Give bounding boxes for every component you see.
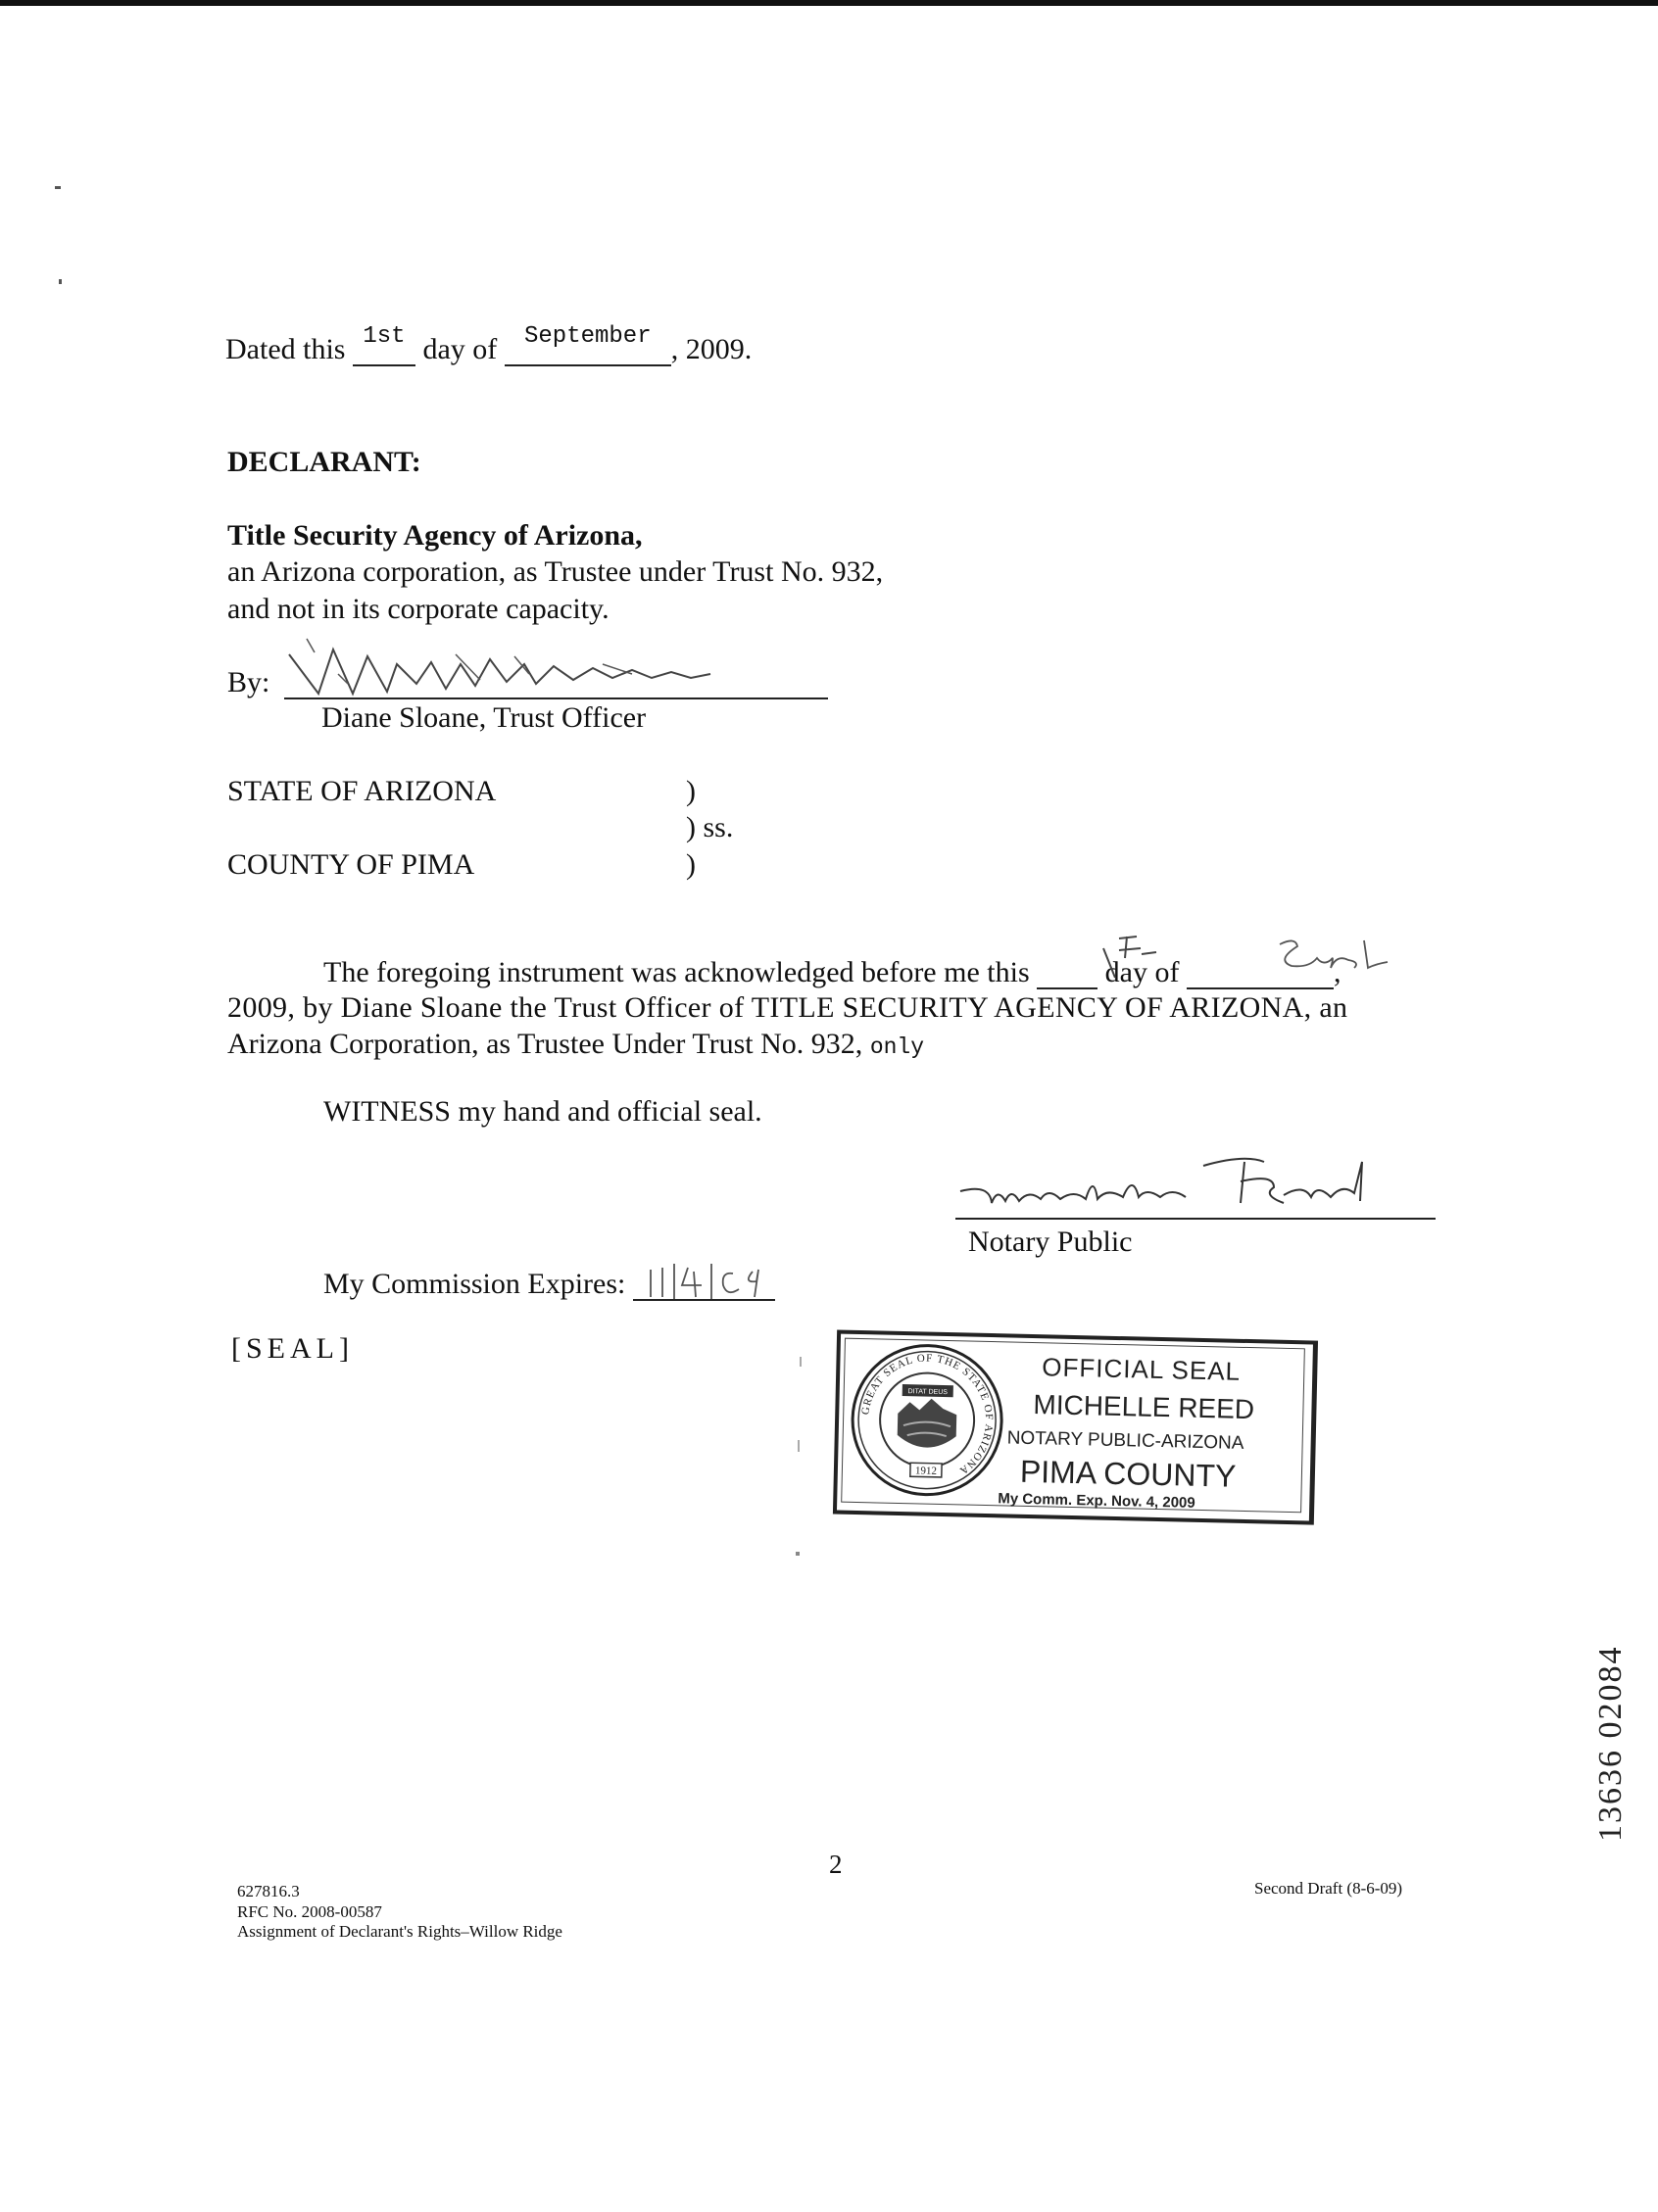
ack-part2: day of [1104,956,1180,988]
dated-suffix: , 2009. [670,333,753,365]
seal-label: [SEAL] [231,1332,354,1365]
venue-ss: ) ss. [686,811,734,843]
seal-line1: OFFICIAL SEAL [1042,1352,1242,1386]
venue-paren-1: ) [686,775,696,807]
ack-day-blank [1037,958,1097,989]
scan-speck [796,1552,800,1556]
ack-line3-text: Arizona Corporation, as Trustee Under Trust No. 932, [227,1028,863,1060]
declarant-heading: DECLARANT: [227,446,421,478]
dated-month-blank [505,323,671,366]
dated-day-value: 1st [363,323,406,350]
venue-paren-3: ) [686,848,696,881]
footer-draft: Second Draft (8-6-09) [1254,1879,1403,1898]
venue-county: COUNTY OF PIMA [227,848,475,881]
scan-speck [55,186,61,189]
commission-label: My Commission Expires: [323,1268,626,1300]
declarant-line2: an Arizona corporation, as Trustee under Trust No. 932, [227,555,884,588]
ack-line1 [323,958,1341,989]
dated-month-value: September [523,323,652,350]
commission-date-handwriting [645,1260,782,1303]
declarant-entity: Title Security Agency of Arizona, [227,519,643,552]
by-label: By: [227,666,270,698]
declarant-line3: and not in its corporate capacity. [227,593,610,625]
dated-day-blank [353,323,415,366]
seal-ring-text: GREAT SEAL OF THE STATE OF ARIZONA [859,1352,996,1477]
notary-signature [951,1144,1421,1223]
official-seal-stamp [833,1329,1315,1522]
scan-speck [798,1440,800,1452]
footer-rfc: RFC No. 2008-00587 [237,1901,382,1921]
dated-prefix: Dated this [225,333,346,365]
footer-doc-number: 627816.3 [237,1882,300,1900]
declarant-signer: Diane Sloane, Trust Officer [321,701,647,734]
arizona-state-seal-icon [847,1340,1007,1501]
witness-line: WITNESS my hand and official seal. [323,1095,762,1128]
scan-top-edge [0,0,1658,6]
recording-number: 13636 02084 [1592,1645,1629,1842]
ack-day-handwriting [1097,929,1166,986]
ack-line3 [227,1030,924,1059]
declarant-signature [279,635,730,703]
seal-line3: NOTARY PUBLIC-ARIZONA [1006,1427,1244,1454]
seal-line4: PIMA COUNTY [1019,1453,1237,1494]
dated-line [225,323,753,366]
footer-block [237,1882,562,1943]
dated-mid: day of [422,333,498,365]
seal-line2: MICHELLE REED [1033,1389,1255,1425]
ack-line2: 2009, by Diane Sloane the Trust Officer of TITLE SECURITY AGENCY OF ARIZONA, an [227,991,1348,1024]
scan-speck [59,279,62,284]
ack-part3: , [1333,956,1341,988]
footer-title: Assignment of Declarant's Rights–Willow Ridge [237,1922,562,1942]
seal-year: 1912 [914,1465,938,1477]
seal-line5: My Comm. Exp. Nov. 4, 2009 [998,1490,1195,1512]
ack-month-handwriting [1266,933,1413,986]
seal-banner-text: DITAT DEUS [907,1388,949,1397]
page-number: 2 [829,1850,843,1879]
scan-speck [800,1357,802,1367]
notary-title: Notary Public [968,1226,1133,1258]
venue-state: STATE OF ARIZONA [227,775,497,807]
ack-typed-addition: only [869,1034,925,1060]
ack-part1: The foregoing instrument was acknowledged before me this [323,956,1030,988]
